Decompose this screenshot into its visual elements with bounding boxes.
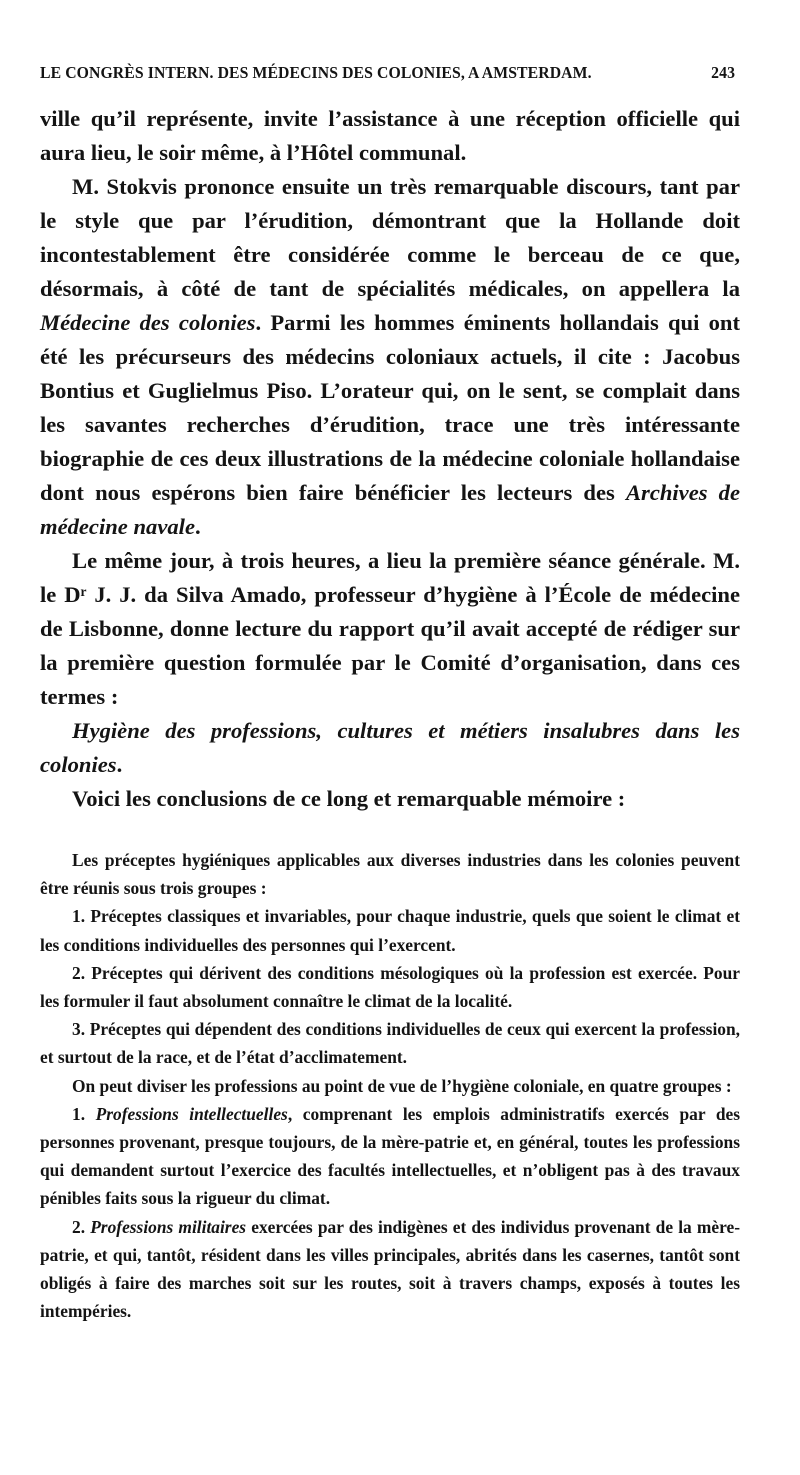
text-run: exercées par des indigènes et des individus provenant de la mère-patrie, et qui, tantôt, résident dans les villes principales, abrités dans les casernes, tantôt sont obligés à faire des marches soit sur les routes, soit à travers champs, exposés à toutes les intempéries. [40, 1216, 740, 1322]
italic-title: Médecine des colonies [40, 310, 256, 335]
italic-title: Hygiène des professions, cultures et métiers insalubres dans les colonies [40, 718, 740, 777]
text-run: M. Stokvis prononce ensuite un très remarquable discours, tant par le style que par l’érudition, démontrant que la Hollande doit incontestablement être considérée comme le berceau de ce que, désormais, à côté de tant de spécialités médicales, on appellera la [40, 174, 740, 301]
main-text [40, 102, 740, 816]
quote-paragraph [40, 1213, 740, 1326]
quote-paragraph: Les préceptes hygiéniques applicables aux diverses industries dans les colonies peuvent être réunis sous trois groupes : [40, 850, 740, 899]
running-header [40, 58, 735, 88]
text-run: , comprenant les emplois administratifs exercés par des personnes provenant, presque toujours, de la mère-patrie et, en général, toutes les professions qui demandent surtout l’exercice des facultés intellectuelles, et n’obligent pas à des travaux pénibles faits sous la rigueur du climat. [40, 1103, 740, 1209]
text-run: . [116, 752, 123, 777]
paragraph: ville qu’il représente, invite l’assistance à une réception officielle qui aura lieu, le soir même, à l’Hôtel communal. [40, 106, 740, 165]
quote-paragraph: 1. Préceptes classiques et invariables, pour chaque industrie, quels que soient le climat et les conditions individuelles des personnes qui l’exercent. [40, 906, 740, 955]
quote-paragraph [40, 1100, 740, 1213]
item-number: 2. [72, 1216, 91, 1237]
item-number: 1. [72, 1103, 96, 1124]
paragraph: Voici les conclusions de ce long et remarquable mémoire : [72, 786, 626, 811]
paragraph [40, 170, 740, 544]
book-page [40, 58, 740, 1325]
page-number: 243 [711, 63, 736, 82]
quoted-conclusions [40, 846, 740, 1325]
quote-paragraph: 3. Préceptes qui dépendent des conditions individuelles de ceux qui exercent la profession, et surtout de la race, et de l’état d’acclimatement. [40, 1019, 740, 1068]
text-run: . [194, 514, 201, 539]
paragraph: Le même jour, à trois heures, a lieu la première séance générale. M. le Dʳ J. J. da Silva Amado, professeur d’hygiène à l’École de médecine de Lisbonne, donne lecture du rapport qu’il avait accepté de rédiger sur la première question formulée par le Comité d’organisation, dans ces termes : [40, 548, 740, 709]
italic-term: Professions militaires [90, 1216, 247, 1237]
italic-title: Archives de médecine navale [40, 480, 740, 539]
quote-paragraph: On peut diviser les professions au point de vue de l’hygiène coloniale, en quatre groupes : [72, 1075, 732, 1096]
text-run: . Parmi les hommes éminents hollandais qui ont été les précurseurs des médecins coloniaux actuels, il cite : Jacobus Bontius et Guglielmus Piso. L’orateur qui, on le sent, se complait dans les savantes recherches d’érudition, trace une très intéressante biographie de ces deux illustrations de la médecine coloniale hollandaise dont nous espérons bien faire bénéficier les lecteurs des [40, 310, 740, 505]
running-title: LE CONGRÈS INTERN. DES MÉDECINS DES COLONIES, A AMSTERDAM. [40, 63, 592, 82]
quote-paragraph: 2. Préceptes qui dérivent des conditions mésologiques où la profession est exercée. Pour les formuler il faut absolument connaître le climat de la localité. [40, 962, 740, 1012]
italic-term: Professions intellectuelles [95, 1103, 288, 1124]
paragraph [40, 714, 740, 782]
